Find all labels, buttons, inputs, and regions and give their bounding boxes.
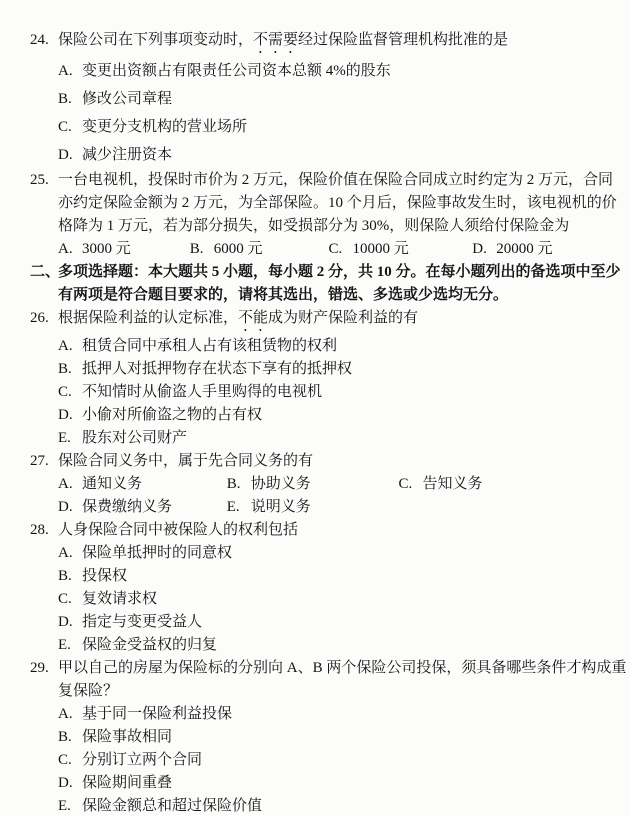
option-label: A. (58, 545, 73, 561)
option-text: 基于同一保险利益投保 (82, 706, 233, 722)
option (58, 85, 608, 113)
stem-text: 人身保险合同中被保险人的权利包括 (58, 522, 299, 538)
option (58, 795, 608, 815)
options-row (58, 496, 608, 519)
option (58, 542, 608, 565)
options-row (58, 473, 608, 496)
option-label: B. (189, 241, 204, 257)
option-text: 股东对公司财产 (82, 430, 188, 446)
option (58, 358, 608, 381)
option (190, 238, 325, 261)
option-label: C. (398, 476, 413, 492)
option-text: 抵押人对抵押物存在状态下享有的抵押权 (82, 361, 353, 377)
option (58, 238, 186, 261)
option (58, 335, 608, 358)
option (58, 749, 608, 772)
option-text: 保险金额总和超过保险价值 (82, 798, 263, 814)
question-25 (30, 169, 617, 261)
option-label: B. (226, 476, 241, 492)
option-text: 不知情时从偷盗人手里购得的电视机 (82, 384, 323, 400)
option-text: 复效请求权 (82, 591, 158, 607)
question-24 (30, 26, 608, 169)
option (58, 565, 608, 588)
section-2-heading (30, 261, 621, 307)
option (58, 57, 608, 85)
option (58, 611, 608, 634)
stem-text: 保险合同义务中，属于先合同义务的有 (58, 453, 314, 469)
option (58, 473, 223, 496)
question-29-number: 29. (30, 660, 49, 676)
option-text: 变更分支机构的营业场所 (82, 119, 248, 135)
option-label: A. (58, 706, 73, 722)
option-label: C. (58, 591, 72, 607)
emphasized-text: 不能 (238, 310, 269, 326)
option-text: 通知义务 (82, 476, 143, 492)
option-text: 保险单抵押时的同意权 (82, 545, 233, 561)
stem-text: 经过保险监督管理机构批准的是 (298, 32, 509, 48)
option (58, 588, 608, 611)
question-27-stem (30, 450, 608, 473)
question-27-number: 27. (30, 453, 49, 469)
option (58, 427, 608, 450)
option-text: 20000 元 (496, 241, 553, 257)
option-label: D. (58, 147, 73, 163)
stem-line: 格降为 1 万元，若为部分损失，如受损部分为 30%，则保险人须给付保险金为 (58, 218, 570, 234)
option-text: 分别订立两个合同 (82, 752, 203, 768)
option-label: D. (58, 775, 73, 791)
option-label: C. (58, 752, 72, 768)
option-label: C. (58, 119, 72, 135)
option (58, 113, 608, 141)
question-29 (30, 657, 627, 815)
option-label: A. (58, 338, 73, 354)
option-text: 租赁合同中承租人占有该租赁物的权利 (82, 338, 338, 354)
option-label: B. (58, 361, 72, 377)
option (58, 496, 223, 519)
option (472, 238, 552, 261)
emphasized-text: 不需要 (253, 32, 299, 48)
option-text: 保险事故相同 (82, 729, 173, 745)
stem-text: 一台电视机，投保时市价为 2 万元，保险价值在保险合同成立时约定为 2 万元，合同 (58, 172, 614, 188)
option-text: 告知义务 (422, 476, 483, 492)
option-text: 修改公司章程 (82, 91, 173, 107)
stem-line: 亦约定保险金额为 2 万元，为全部保险。10 个月后，保险事故发生时，该电视机的价 (58, 195, 617, 211)
option-text: 说明义务 (250, 499, 311, 515)
question-26-number: 26. (30, 310, 49, 326)
option (227, 496, 311, 519)
option-text: 小偷对所偷盗之物的占有权 (82, 407, 263, 423)
question-28-stem (30, 519, 608, 542)
option-label: D. (472, 241, 487, 257)
option-label: E. (58, 637, 71, 653)
option-text: 变更出资额占有限责任公司资本总额 4%的股东 (82, 63, 391, 79)
option-label: D. (58, 499, 73, 515)
option-text: 保费缴纳义务 (82, 499, 173, 515)
option-text: 保险期间重叠 (82, 775, 173, 791)
question-25-number: 25. (30, 172, 49, 188)
option-text: 投保权 (82, 568, 128, 584)
option (58, 703, 608, 726)
stem-text: 甲以自己的房屋为保险标的分别向 A、B 两个保险公司投保，须具备哪些条件才构成重 (58, 660, 627, 676)
option (329, 238, 469, 261)
option (58, 381, 608, 404)
option-label: E. (58, 430, 71, 446)
option-text: 10000 元 (352, 241, 409, 257)
section-number: 二、 (30, 264, 61, 280)
option-text: 3000 元 (82, 241, 131, 257)
stem-line: 复保险？ (58, 683, 119, 699)
option-text: 协助义务 (250, 476, 311, 492)
option-label: C. (58, 384, 72, 400)
stem-text: 根据保险利益的认定标准， (58, 310, 239, 326)
stem-text: 成为财产保险利益的有 (268, 310, 419, 326)
option-label: B. (58, 729, 72, 745)
question-24-number: 24. (30, 32, 49, 48)
stem-text: 保险公司在下列事项变动时， (58, 32, 254, 48)
option-label: A. (58, 241, 73, 257)
option (58, 404, 608, 427)
option-text: 指定与变更受益人 (82, 614, 203, 630)
option-label: D. (58, 614, 73, 630)
option (58, 634, 608, 657)
option-label: D. (58, 407, 73, 423)
option-label: A. (58, 476, 73, 492)
option-label: B. (58, 91, 72, 107)
question-28-number: 28. (30, 522, 49, 538)
option (58, 772, 608, 795)
option (58, 726, 608, 749)
option-text: 6000 元 (213, 241, 263, 257)
option-label: E. (226, 499, 240, 515)
option (399, 473, 483, 496)
question-24-stem (30, 26, 608, 57)
section-heading-text: 多项选择题：本大题共 5 小题，每小题 2 分，共 10 分。在每小题列出的备选项中至少 (58, 264, 621, 280)
option-label: B. (58, 568, 72, 584)
options-row (58, 238, 608, 261)
question-26-stem (30, 307, 608, 335)
option-text: 减少注册资本 (82, 147, 173, 163)
option-label: C. (328, 241, 343, 257)
option (227, 473, 395, 496)
question-26 (30, 307, 608, 450)
question-27 (30, 450, 608, 519)
option-text: 保险金受益权的归复 (82, 637, 218, 653)
question-29-stem (30, 657, 627, 680)
section-heading-line (30, 261, 621, 284)
option (58, 141, 608, 169)
option-label: A. (58, 63, 73, 79)
question-28 (30, 519, 608, 657)
option-label: E. (58, 798, 71, 814)
section-heading-line: 有两项是符合题目要求的，请将其选出，错选、多选或少选均无分。 (58, 287, 509, 303)
question-25-stem (30, 169, 614, 192)
